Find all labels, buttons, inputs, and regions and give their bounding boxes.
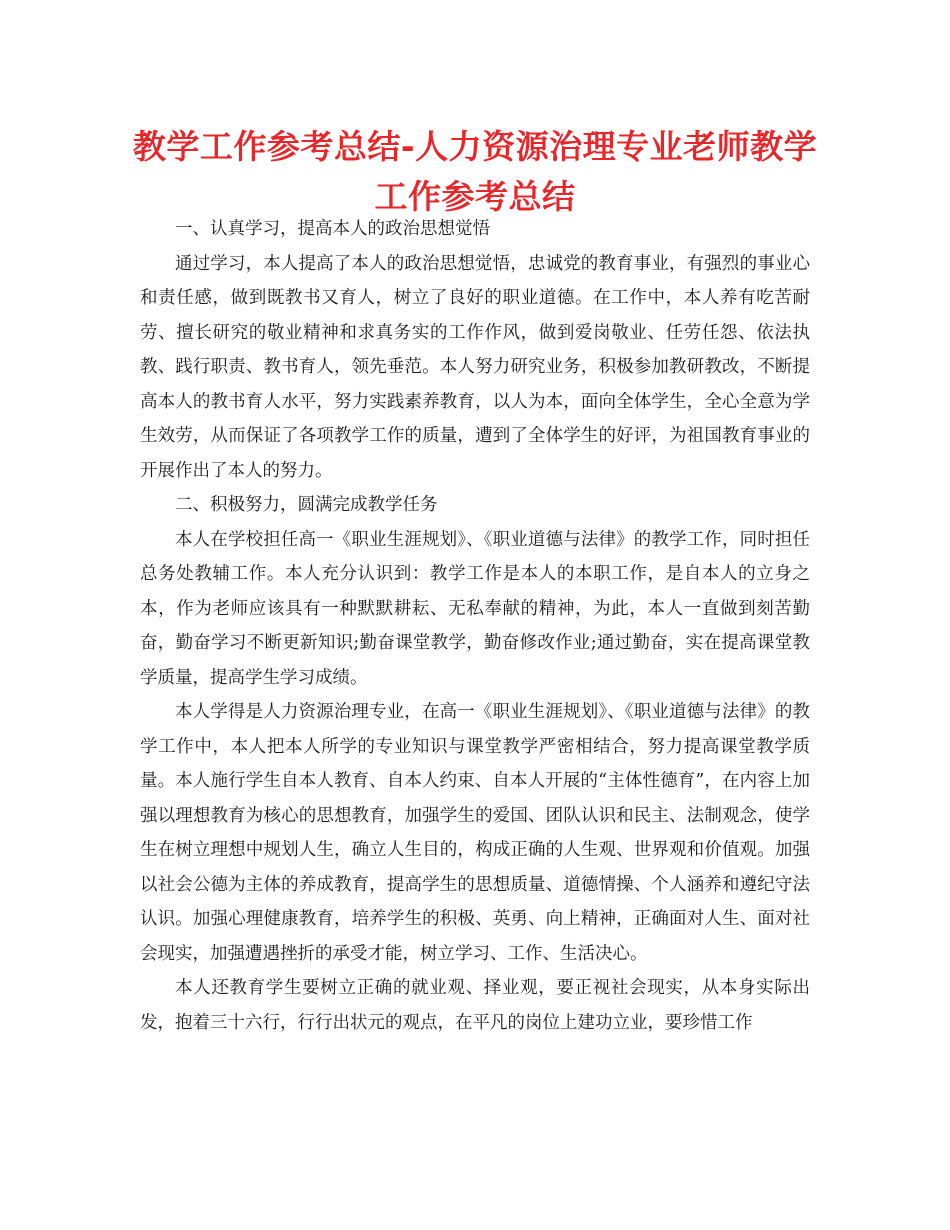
document-title: 教学工作参考总结-人力资源治理专业老师教学工作参考总结	[132, 127, 818, 216]
document-body	[140, 212, 810, 1040]
section-heading-2: 二、积极努力，圆满完成教学任务	[175, 495, 438, 515]
paragraph-1: 通过学习，本人提高了本人的政治思想觉悟，忠诚党的教育事业，有强烈的事业心和责任感，做到既教书又育人，树立了良好的职业道德。在工作中，本人养有吃苦耐劳、擅长研究的敬业精神和求真务实的工作作风，做到爱岗敬业、任劳任怨、依法执教、践行职责、教书育人，领先垂范。本人努力研究业务，积极参加教研教改，不断提高本人的教书育人水平，努力实践素养教育，以人为本，面向全体学生，全心全意为学生效劳，从而保证了各项教学工作的质量，遭到了全体学生的好评，为祖国教育事业的开展作出了本人的努力。	[140, 253, 810, 481]
paragraph-3: 本人学得是人力资源治理专业，在高一《职业生涯规划》、《职业道德与法律》的教学工作中，本人把本人所学的专业知识与课堂教学严密相结合，努力提高课堂教学质量。本人施行学生自本人教育、自本人约束、自本人开展的“主体性德育”，在内容上加强以理想教育为核心的思想教育，加强学生的爱国、团队认识和民主、法制观念，使学生在树立理想中规划人生，确立人生目的，构成正确的人生观、世界观和价值观。加强以社会公德为主体的养成教育，提高学生的思想质量、道德情操、个人涵养和遵纪守法认识。加强心理健康教育，培养学生的积极、英勇、向上精神，正确面对人生、面对社会现实，加强遭遇挫折的承受才能，树立学习、工作、生活决心。	[140, 702, 810, 964]
paragraph-2: 本人在学校担任高一《职业生涯规划》、《职业道德与法律》的教学工作，同时担任总务处教辅工作。本人充分认识到：教学工作是本人的本职工作，是自本人的立身之本，作为老师应该具有一种默默耕耘、无私奉献的精神，为此，本人一直做到刻苦勤奋，勤奋学习不断更新知识;勤奋课堂教学，勤奋修改作业;通过勤奋，实在提高课堂教学质量，提高学生学习成绩。	[140, 529, 810, 688]
paragraph-4: 本人还教育学生要树立正确的就业观、择业观，要正视社会现实，从本身实际出发，抱着三十六行，行行出状元的观点，在平凡的岗位上建功立业，要珍惜工作	[140, 978, 810, 1033]
section-heading-1: 一、认真学习，提高本人的政治思想觉悟	[175, 219, 490, 239]
